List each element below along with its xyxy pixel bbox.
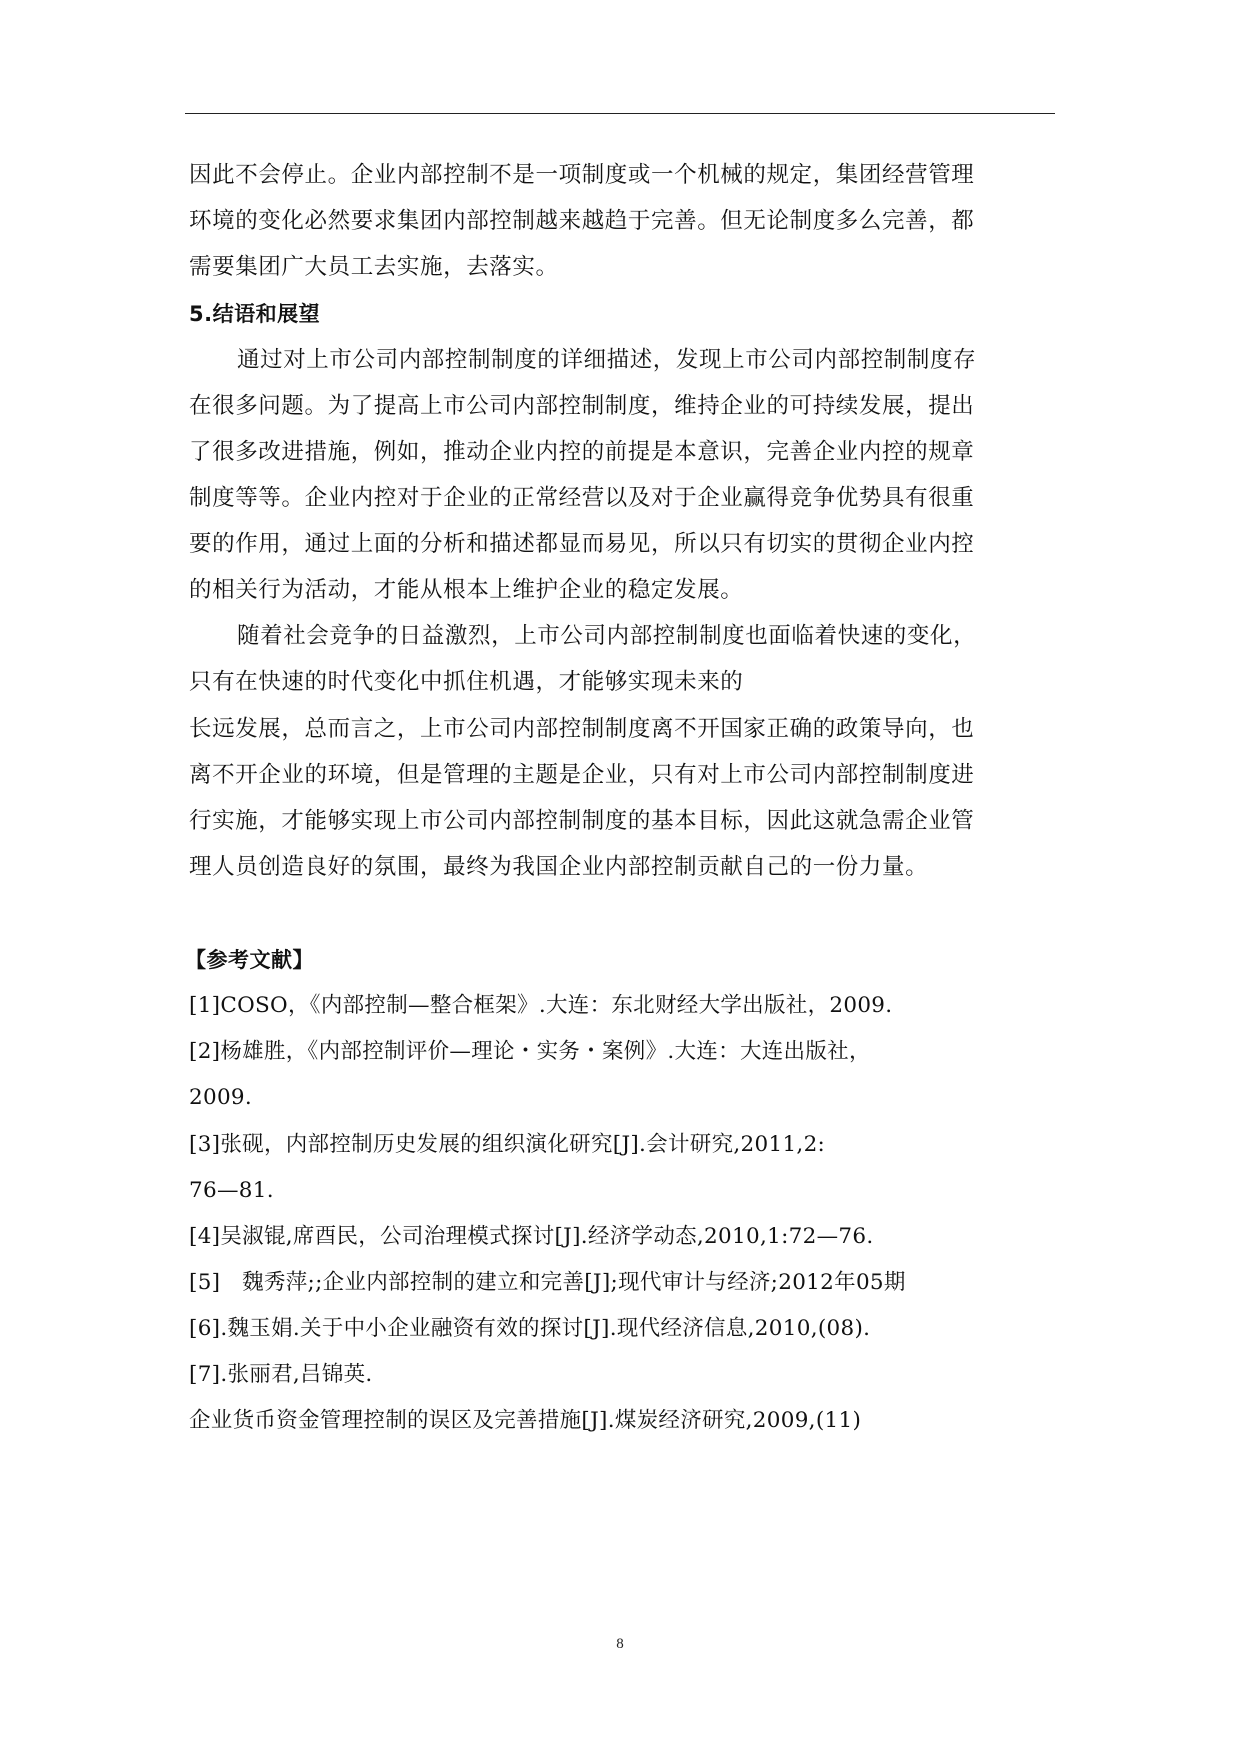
body-line: 的相关行为活动，才能从根本上维护企业的稳定发展。 <box>189 577 744 603</box>
body-line: 在很多问题。为了提高上市公司内部控制制度，维持企业的可持续发展，提出 <box>189 393 975 419</box>
reference-item: [5] 魏秀萍;;企业内部控制的建立和完善[J];现代审计与经济;2012年05期 <box>189 1270 906 1295</box>
reference-item: [6].魏玉娟.关于中小企业融资有效的探讨[J].现代经济信息,2010,(08). <box>189 1316 871 1341</box>
body-line: 行实施，才能够实现上市公司内部控制制度的基本目标，因此这就急需企业管 <box>189 808 975 834</box>
reference-item: 企业货币资金管理控制的误区及完善措施[J].煤炭经济研究,2009,(11) <box>189 1408 862 1433</box>
references-title: 【参考文献】 <box>185 948 314 972</box>
reference-item: 2009. <box>189 1085 253 1110</box>
reference-item: [7].张丽君,吕锦英. <box>189 1362 373 1387</box>
body-line: 制度等等。企业内控对于企业的正常经营以及对于企业赢得竞争优势具有很重 <box>189 485 975 511</box>
reference-item: [3]张砚，内部控制历史发展的组织演化研究[J].会计研究,2011,2: <box>189 1132 826 1157</box>
reference-item: [4]吴淑锟,席酉民，公司治理模式探讨[J].经济学动态,2010,1:72—76. <box>189 1224 874 1249</box>
reference-item: [1]COSO，《内部控制—整合框架》.大连：东北财经大学出版社，2009. <box>189 993 893 1018</box>
body-line: 环境的变化必然要求集团内部控制越来越趋于完善。但无论制度多么完善，都 <box>189 208 975 234</box>
body-line: 通过对上市公司内部控制制度的详细描述，发现上市公司内部控制制度存 <box>237 347 977 373</box>
body-line: 长远发展，总而言之，上市公司内部控制制度离不开国家正确的政策导向，也 <box>189 716 975 742</box>
body-line: 了很多改进措施，例如，推动企业内控的前提是本意识，完善企业内控的规章 <box>189 439 975 465</box>
page-number: 8 <box>616 1636 624 1652</box>
reference-item: 76—81. <box>189 1178 274 1203</box>
body-line: 理人员创造良好的氛围，最终为我国企业内部控制贡献自己的一份力量。 <box>189 854 929 880</box>
body-line: 需要集团广大员工去实施，去落实。 <box>189 254 559 280</box>
body-line: 因此不会停止。企业内部控制不是一项制度或一个机械的规定，集团经营管理 <box>189 162 975 188</box>
body-line: 离不开企业的环境，但是管理的主题是企业，只有对上市公司内部控制制度进 <box>189 762 975 788</box>
body-line: 要的作用，通过上面的分析和描述都显而易见，所以只有切实的贯彻企业内控 <box>189 531 975 557</box>
body-line: 只有在快速的时代变化中抓住机遇，才能够实现未来的 <box>189 669 744 695</box>
reference-item: [2]杨雄胜，《内部控制评价—理论・实务・案例》.大连：大连出版社， <box>189 1039 871 1064</box>
body-line: 随着社会竞争的日益激烈，上市公司内部控制制度也面临着快速的变化， <box>237 623 977 649</box>
section-heading: 5.结语和展望 <box>189 302 321 326</box>
header-rule <box>185 113 1055 114</box>
